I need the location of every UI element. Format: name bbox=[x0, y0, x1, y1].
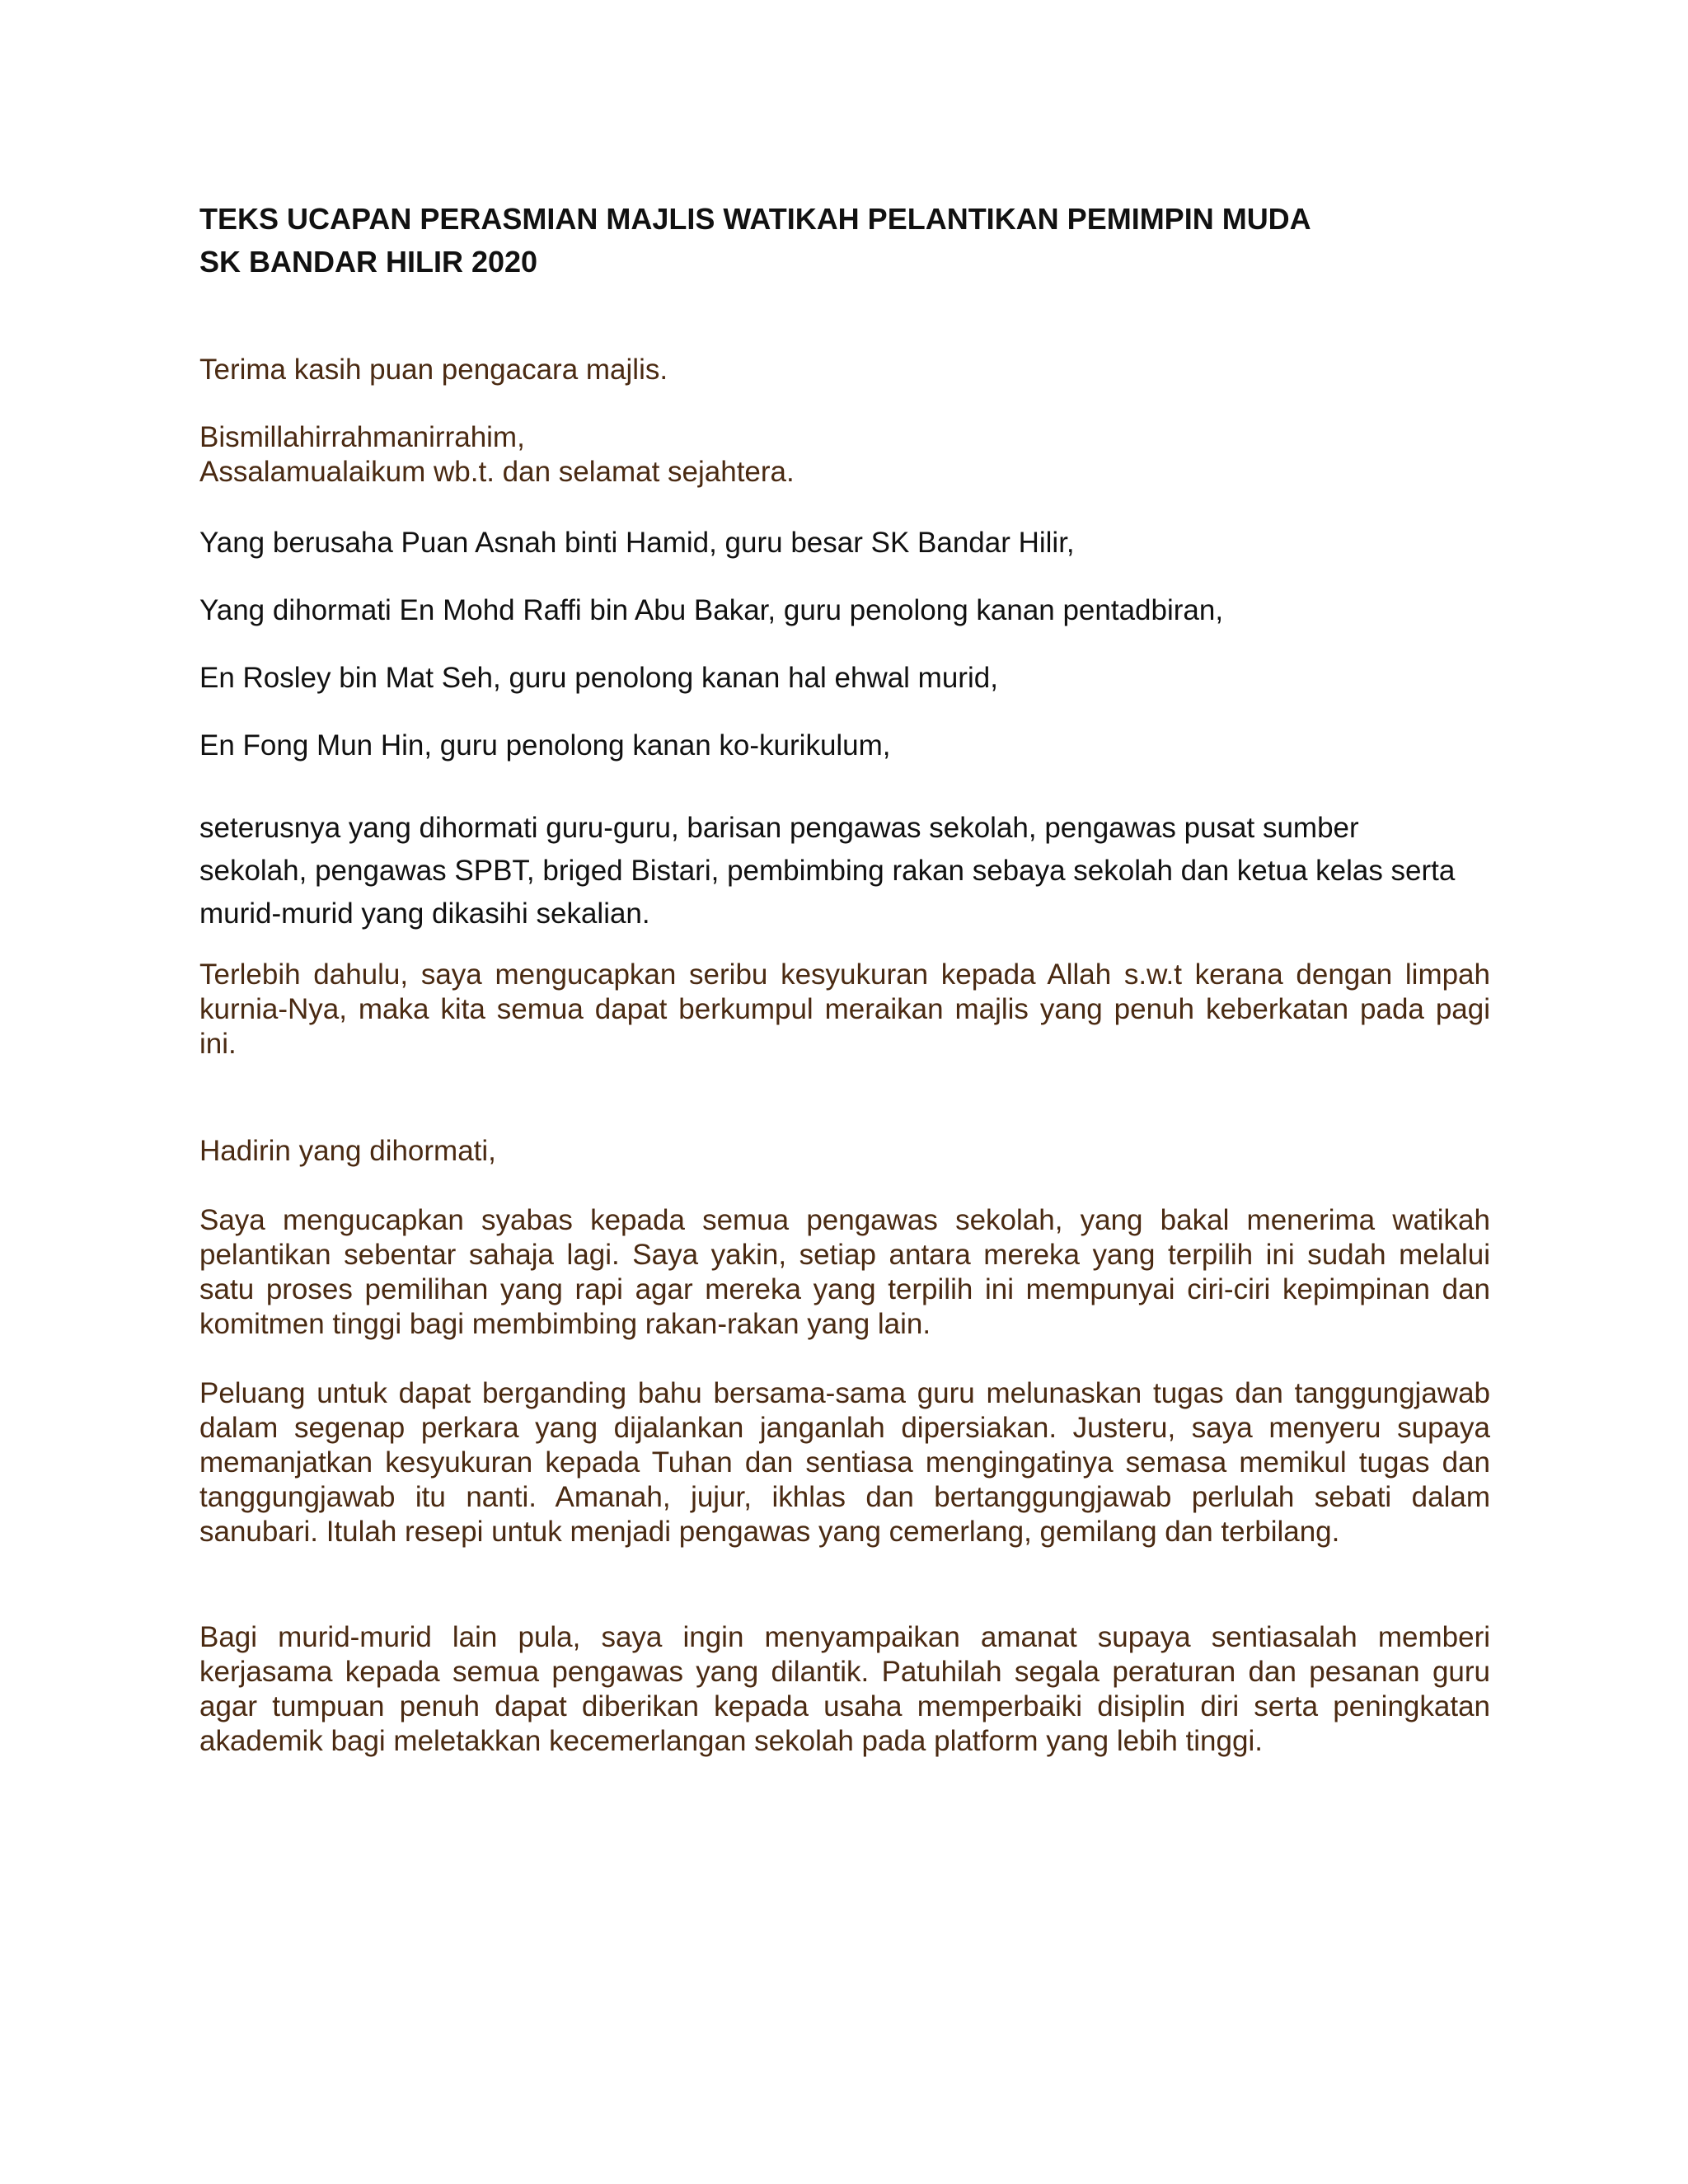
salutation-gpk-kokurikulum: En Fong Mun Hin, guru penolong kanan ko-kurikulum, bbox=[199, 729, 891, 762]
title-line-1: TEKS UCAPAN PERASMIAN MAJLIS WATIKAH PELANTIKAN PEMIMPIN MUDA bbox=[199, 202, 1311, 236]
salutation-guru-besar: Yang berusaha Puan Asnah binti Hamid, guru besar SK Bandar Hilir, bbox=[199, 527, 1075, 559]
paragraph-message-to-pupils: Bagi murid-murid lain pula, saya ingin menyampaikan amanat supaya sentiasalah memberi kerjasama kepada semua pengawas yang dilantik. Patuhilah segala peraturan dan pesanan guru agar tumpuan penuh dapat diberikan kepada usaha memperbaiki disiplin diri serta peningkatan akademik bagi meletakkan kecemerlangan sekolah pada platform yang lebih tinggi. bbox=[199, 1621, 1490, 1757]
title-line-2: SK BANDAR HILIR 2020 bbox=[199, 245, 538, 279]
salutation-gpk-pentadbiran: Yang dihormati En Mohd Raffi bin Abu Bakar, guru penolong kanan pentadbiran, bbox=[199, 594, 1224, 626]
page-title bbox=[199, 198, 1502, 284]
salutation-general: seterusnya yang dihormati guru-guru, barisan pengawas sekolah, pengawas pusat sumber sekolah, pengawas SPBT, briged Bistari, pembimbing rakan sebaya sekolah dan ketua kelas serta murid-murid yang dikasihi sekalian. bbox=[199, 812, 1456, 930]
salutation-gpk-hem: En Rosley bin Mat Seh, guru penolong kanan hal ehwal murid, bbox=[199, 662, 998, 694]
greeting-line-1: Bismillahirrahmanirrahim, bbox=[199, 421, 525, 453]
address-line: Hadirin yang dihormati, bbox=[199, 1135, 496, 1167]
greeting-line-2: Assalamualaikum wb.t. dan selamat sejahtera. bbox=[199, 456, 795, 488]
paragraph-congratulations: Saya mengucapkan syabas kepada semua pengawas sekolah, yang bakal menerima watikah pelantikan sebentar sahaja lagi. Saya yakin, setiap antara mereka yang terpilih ini sudah melalui satu proses pemilihan yang rapi agar mereka yang terpilih ini mempunyai ciri-ciri kepimpinan dan komitmen tinggi bagi membimbing rakan-rakan yang lain. bbox=[199, 1204, 1490, 1340]
paragraph-opportunity: Peluang untuk dapat berganding bahu bersama-sama guru melunaskan tugas dan tanggungjawab dalam segenap perkara yang dijalankan janganlah dipersiakan. Justeru, saya menyeru supaya memanjatkan kesyukuran kepada Tuhan dan sentiasa mengingatinya semasa memikul tugas dan tanggungjawab itu nanti. Amanah, jujur, ikhlas dan bertanggungjawab perlulah sebati dalam sanubari. Itulah resepi untuk menjadi pengawas yang cemerlang, gemilang dan terbilang. bbox=[199, 1377, 1490, 1548]
thanks-line: Terima kasih puan pengacara majlis. bbox=[199, 354, 668, 386]
paragraph-gratitude: Terlebih dahulu, saya mengucapkan seribu kesyukuran kepada Allah s.w.t kerana dengan limpah kurnia-Nya, maka kita semua dapat berkumpul meraikan majlis yang penuh keberkatan pada pagi ini. bbox=[199, 958, 1490, 1060]
